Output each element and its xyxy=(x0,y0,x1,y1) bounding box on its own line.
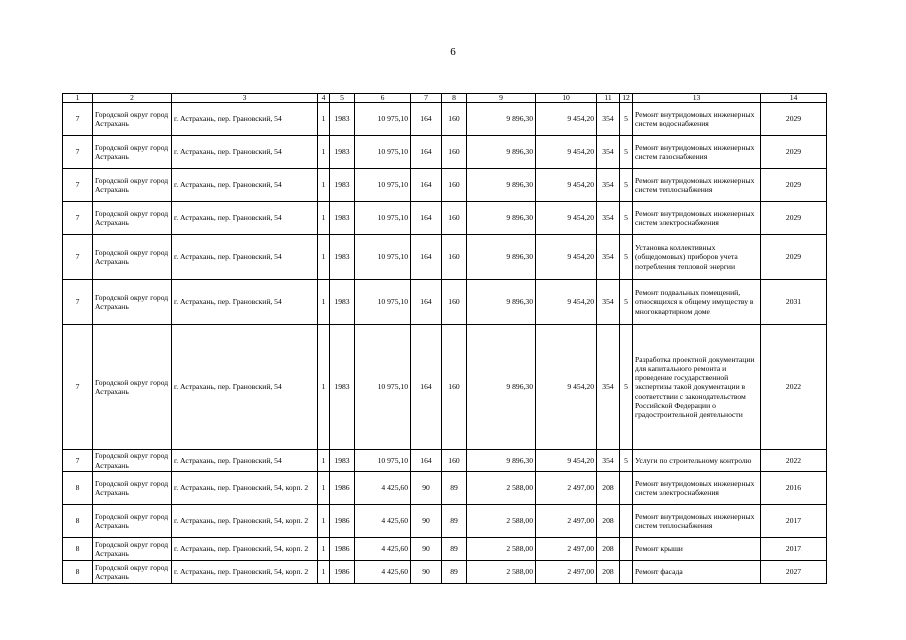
municipality-cell: Городской округ город Астрахань xyxy=(93,505,172,538)
building-count-cell: 1 xyxy=(318,561,330,584)
municipality-cell: Городской округ город Астрахань xyxy=(93,202,172,235)
building-count-cell: 1 xyxy=(318,538,330,561)
column-header: 3 xyxy=(172,94,318,103)
municipality-cell: Городской округ город Астрахань xyxy=(93,169,172,202)
work-type-cell: Ремонт подвальных помещений, относящихся к общему имуществу в многоквартирном доме xyxy=(633,280,761,325)
column-header: 8 xyxy=(442,94,467,103)
col-10-value-cell: 2 497,00 xyxy=(536,472,597,505)
planned-year-cell: 2029 xyxy=(761,202,827,235)
total-area-cell: 10 975,10 xyxy=(355,169,411,202)
address-cell: г. Астрахань, пер. Грановский, 54, корп. 2 xyxy=(172,561,318,584)
municipality-cell: Городской округ город Астрахань xyxy=(93,235,172,280)
district-number-cell: 7 xyxy=(63,325,93,450)
address-cell: г. Астрахань, пер. Грановский, 54 xyxy=(172,235,318,280)
build-year-cell: 1983 xyxy=(330,325,355,450)
planned-year-cell: 2029 xyxy=(761,103,827,136)
work-type-cell: Ремонт фасада xyxy=(633,561,761,584)
district-number-cell: 8 xyxy=(63,538,93,561)
table-row xyxy=(63,103,827,136)
district-number-cell: 8 xyxy=(63,505,93,538)
address-cell: г. Астрахань, пер. Грановский, 54, корп. 2 xyxy=(172,505,318,538)
build-year-cell: 1983 xyxy=(330,280,355,325)
col-9-value-cell: 9 896,30 xyxy=(467,136,536,169)
col-9-value-cell: 2 588,00 xyxy=(467,538,536,561)
col-8-value-cell: 160 xyxy=(442,235,467,280)
column-header: 2 xyxy=(93,94,172,103)
residents-count-cell: 354 xyxy=(597,136,620,169)
district-number-cell: 7 xyxy=(63,136,93,169)
address-cell: г. Астрахань, пер. Грановский, 54 xyxy=(172,169,318,202)
building-count-cell: 1 xyxy=(318,103,330,136)
col-12-value-cell: 5 xyxy=(620,280,633,325)
address-cell: г. Астрахань, пер. Грановский, 54 xyxy=(172,103,318,136)
residents-count-cell: 208 xyxy=(597,472,620,505)
address-cell: г. Астрахань, пер. Грановский, 54 xyxy=(172,325,318,450)
table-row xyxy=(63,280,827,325)
build-year-cell: 1986 xyxy=(330,472,355,505)
col-10-value-cell: 2 497,00 xyxy=(536,538,597,561)
page-number: 6 xyxy=(450,46,456,58)
municipality-cell: Городской округ город Астрахань xyxy=(93,325,172,450)
col-7-value-cell: 164 xyxy=(411,325,442,450)
building-count-cell: 1 xyxy=(318,169,330,202)
table-row xyxy=(63,450,827,472)
col-12-value-cell: 5 xyxy=(620,235,633,280)
district-number-cell: 7 xyxy=(63,169,93,202)
work-type-cell: Ремонт внутридомовых инженерных систем теплоснабжения xyxy=(633,169,761,202)
municipality-cell: Городской округ город Астрахань xyxy=(93,561,172,584)
col-9-value-cell: 9 896,30 xyxy=(467,325,536,450)
col-7-value-cell: 164 xyxy=(411,280,442,325)
col-10-value-cell: 9 454,20 xyxy=(536,136,597,169)
build-year-cell: 1983 xyxy=(330,103,355,136)
district-number-cell: 7 xyxy=(63,280,93,325)
address-cell: г. Астрахань, пер. Грановский, 54 xyxy=(172,136,318,169)
col-8-value-cell: 89 xyxy=(442,472,467,505)
building-count-cell: 1 xyxy=(318,505,330,538)
municipality-cell: Городской округ город Астрахань xyxy=(93,280,172,325)
col-8-value-cell: 89 xyxy=(442,538,467,561)
col-7-value-cell: 164 xyxy=(411,202,442,235)
total-area-cell: 10 975,10 xyxy=(355,235,411,280)
header-row xyxy=(63,94,827,103)
work-type-cell: Ремонт внутридомовых инженерных систем теплоснабжения xyxy=(633,505,761,538)
residents-count-cell: 354 xyxy=(597,169,620,202)
municipality-cell: Городской округ город Астрахань xyxy=(93,538,172,561)
column-header: 5 xyxy=(330,94,355,103)
total-area-cell: 4 425,60 xyxy=(355,538,411,561)
build-year-cell: 1983 xyxy=(330,169,355,202)
col-9-value-cell: 2 588,00 xyxy=(467,505,536,538)
planned-year-cell: 2031 xyxy=(761,280,827,325)
col-8-value-cell: 160 xyxy=(442,325,467,450)
building-count-cell: 1 xyxy=(318,136,330,169)
column-header: 13 xyxy=(633,94,761,103)
total-area-cell: 10 975,10 xyxy=(355,325,411,450)
col-10-value-cell: 9 454,20 xyxy=(536,280,597,325)
table-row xyxy=(63,505,827,538)
planned-year-cell: 2029 xyxy=(761,136,827,169)
col-9-value-cell: 9 896,30 xyxy=(467,235,536,280)
col-8-value-cell: 160 xyxy=(442,103,467,136)
address-cell: г. Астрахань, пер. Грановский, 54, корп. 2 xyxy=(172,538,318,561)
build-year-cell: 1983 xyxy=(330,136,355,169)
total-area-cell: 10 975,10 xyxy=(355,202,411,235)
col-10-value-cell: 9 454,20 xyxy=(536,169,597,202)
build-year-cell: 1983 xyxy=(330,235,355,280)
col-10-value-cell: 2 497,00 xyxy=(536,505,597,538)
work-type-cell: Ремонт внутридомовых инженерных систем газоснабжения xyxy=(633,136,761,169)
work-type-cell: Ремонт внутридомовых инженерных систем электроснабжения xyxy=(633,202,761,235)
district-number-cell: 7 xyxy=(63,235,93,280)
build-year-cell: 1983 xyxy=(330,202,355,235)
work-type-cell: Ремонт крыши xyxy=(633,538,761,561)
municipality-cell: Городской округ город Астрахань xyxy=(93,450,172,472)
column-header: 1 xyxy=(63,94,93,103)
work-type-cell: Ремонт внутридомовых инженерных систем водоснабжения xyxy=(633,103,761,136)
building-count-cell: 1 xyxy=(318,472,330,505)
address-cell: г. Астрахань, пер. Грановский, 54, корп. 2 xyxy=(172,472,318,505)
total-area-cell: 10 975,10 xyxy=(355,450,411,472)
planned-year-cell: 2016 xyxy=(761,472,827,505)
col-9-value-cell: 2 588,00 xyxy=(467,472,536,505)
col-7-value-cell: 90 xyxy=(411,472,442,505)
total-area-cell: 10 975,10 xyxy=(355,103,411,136)
district-number-cell: 8 xyxy=(63,561,93,584)
col-8-value-cell: 160 xyxy=(442,280,467,325)
residents-count-cell: 208 xyxy=(597,538,620,561)
total-area-cell: 4 425,60 xyxy=(355,561,411,584)
col-10-value-cell: 9 454,20 xyxy=(536,325,597,450)
total-area-cell: 10 975,10 xyxy=(355,136,411,169)
housing-repair-table xyxy=(62,93,827,584)
col-9-value-cell: 9 896,30 xyxy=(467,280,536,325)
building-count-cell: 1 xyxy=(318,450,330,472)
col-9-value-cell: 9 896,30 xyxy=(467,202,536,235)
column-header: 9 xyxy=(467,94,536,103)
building-count-cell: 1 xyxy=(318,202,330,235)
building-count-cell: 1 xyxy=(318,325,330,450)
planned-year-cell: 2022 xyxy=(761,325,827,450)
column-header: 14 xyxy=(761,94,827,103)
municipality-cell: Городской округ город Астрахань xyxy=(93,136,172,169)
col-7-value-cell: 90 xyxy=(411,538,442,561)
col-12-value-cell: 5 xyxy=(620,325,633,450)
table-row xyxy=(63,235,827,280)
total-area-cell: 10 975,10 xyxy=(355,280,411,325)
col-8-value-cell: 160 xyxy=(442,202,467,235)
col-10-value-cell: 9 454,20 xyxy=(536,235,597,280)
table-row xyxy=(63,561,827,584)
residents-count-cell: 208 xyxy=(597,561,620,584)
residents-count-cell: 208 xyxy=(597,505,620,538)
column-header: 7 xyxy=(411,94,442,103)
work-type-cell: Ремонт внутридомовых инженерных систем электроснабжения xyxy=(633,472,761,505)
planned-year-cell: 2027 xyxy=(761,561,827,584)
col-7-value-cell: 90 xyxy=(411,505,442,538)
building-count-cell: 1 xyxy=(318,235,330,280)
district-number-cell: 7 xyxy=(63,103,93,136)
col-8-value-cell: 89 xyxy=(442,561,467,584)
col-12-value-cell xyxy=(620,561,633,584)
col-10-value-cell: 9 454,20 xyxy=(536,202,597,235)
col-12-value-cell: 5 xyxy=(620,136,633,169)
municipality-cell: Городской округ город Астрахань xyxy=(93,472,172,505)
col-7-value-cell: 164 xyxy=(411,450,442,472)
col-12-value-cell xyxy=(620,505,633,538)
residents-count-cell: 354 xyxy=(597,103,620,136)
table-row xyxy=(63,538,827,561)
col-7-value-cell: 164 xyxy=(411,235,442,280)
district-number-cell: 7 xyxy=(63,450,93,472)
col-9-value-cell: 9 896,30 xyxy=(467,103,536,136)
column-header: 11 xyxy=(597,94,620,103)
work-type-cell: Услуги по строительному контролю xyxy=(633,450,761,472)
planned-year-cell: 2022 xyxy=(761,450,827,472)
planned-year-cell: 2029 xyxy=(761,235,827,280)
address-cell: г. Астрахань, пер. Грановский, 54 xyxy=(172,202,318,235)
col-7-value-cell: 164 xyxy=(411,136,442,169)
col-12-value-cell: 5 xyxy=(620,169,633,202)
work-type-cell: Установка коллективных (общедомовых) приборов учета потребления тепловой энергии xyxy=(633,235,761,280)
build-year-cell: 1986 xyxy=(330,538,355,561)
table-row xyxy=(63,202,827,235)
col-7-value-cell: 164 xyxy=(411,169,442,202)
col-12-value-cell xyxy=(620,472,633,505)
work-type-cell: Разработка проектной документации для капитального ремонта и проведение государственной экспертизы такой документации в соответствии с законодательством Российской Федерации о градостроительной деятельности xyxy=(633,325,761,450)
residents-count-cell: 354 xyxy=(597,325,620,450)
residents-count-cell: 354 xyxy=(597,235,620,280)
planned-year-cell: 2017 xyxy=(761,538,827,561)
table-row xyxy=(63,169,827,202)
municipality-cell: Городской округ город Астрахань xyxy=(93,103,172,136)
building-count-cell: 1 xyxy=(318,280,330,325)
residents-count-cell: 354 xyxy=(597,280,620,325)
table-row xyxy=(63,325,827,450)
col-10-value-cell: 2 497,00 xyxy=(536,561,597,584)
address-cell: г. Астрахань, пер. Грановский, 54 xyxy=(172,280,318,325)
col-8-value-cell: 160 xyxy=(442,136,467,169)
col-9-value-cell: 2 588,00 xyxy=(467,561,536,584)
total-area-cell: 4 425,60 xyxy=(355,472,411,505)
col-10-value-cell: 9 454,20 xyxy=(536,450,597,472)
column-header: 4 xyxy=(318,94,330,103)
col-12-value-cell: 5 xyxy=(620,450,633,472)
col-7-value-cell: 164 xyxy=(411,103,442,136)
build-year-cell: 1983 xyxy=(330,450,355,472)
address-cell: г. Астрахань, пер. Грановский, 54 xyxy=(172,450,318,472)
build-year-cell: 1986 xyxy=(330,561,355,584)
column-header: 12 xyxy=(620,94,633,103)
col-9-value-cell: 9 896,30 xyxy=(467,169,536,202)
residents-count-cell: 354 xyxy=(597,202,620,235)
col-10-value-cell: 9 454,20 xyxy=(536,103,597,136)
col-8-value-cell: 160 xyxy=(442,169,467,202)
column-header: 6 xyxy=(355,94,411,103)
table-row xyxy=(63,472,827,505)
planned-year-cell: 2029 xyxy=(761,169,827,202)
build-year-cell: 1986 xyxy=(330,505,355,538)
col-8-value-cell: 89 xyxy=(442,505,467,538)
total-area-cell: 4 425,60 xyxy=(355,505,411,538)
col-9-value-cell: 9 896,30 xyxy=(467,450,536,472)
planned-year-cell: 2017 xyxy=(761,505,827,538)
table-row xyxy=(63,136,827,169)
col-12-value-cell: 5 xyxy=(620,103,633,136)
district-number-cell: 7 xyxy=(63,202,93,235)
col-12-value-cell: 5 xyxy=(620,202,633,235)
col-8-value-cell: 160 xyxy=(442,450,467,472)
column-header: 10 xyxy=(536,94,597,103)
col-12-value-cell xyxy=(620,538,633,561)
residents-count-cell: 354 xyxy=(597,450,620,472)
col-7-value-cell: 90 xyxy=(411,561,442,584)
district-number-cell: 8 xyxy=(63,472,93,505)
